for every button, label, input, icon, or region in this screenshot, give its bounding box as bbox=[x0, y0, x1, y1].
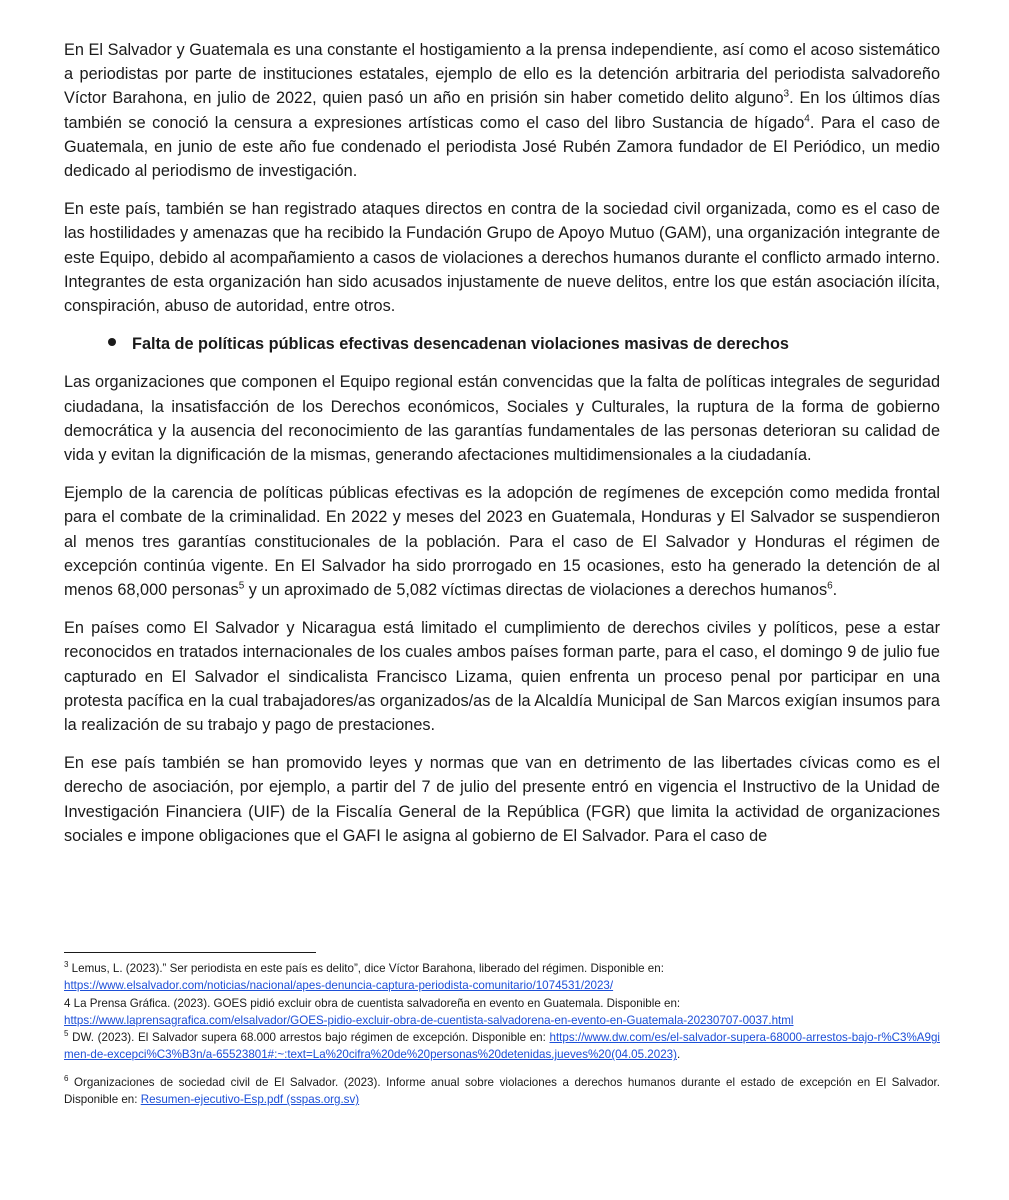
paragraph-text: Ejemplo de la carencia de políticas públicas efectivas es la adopción de regímenes de excepción como medida frontal para el combate de la criminalidad. En 2022 y meses del 2023 en Guatemala, Honduras y El Salvador se suspendieron al menos tres garantías constitucionales de la población. Para el caso de El Salvador y Honduras el régimen de excepción continúa vigente. En El Salvador ha sido prorrogado en 15 ocasiones, esto ha generado la detención de al menos 68,000 personas bbox=[64, 484, 940, 600]
bullet-icon bbox=[108, 338, 116, 346]
footnote-3 bbox=[64, 960, 940, 995]
paragraph-text: . En los últimos días también se conoció la censura a expresiones artísticas como el caso del libro Sustancia de hígado bbox=[64, 89, 940, 132]
footnotes bbox=[64, 960, 940, 1108]
footnote-link[interactable]: Resumen-ejecutivo-Esp.pdf (sspas.org.sv) bbox=[140, 1093, 360, 1107]
footnote-4 bbox=[64, 995, 940, 1030]
footnote-link[interactable]: https://www.elsalvador.com/noticias/nacional/apes-denuncia-captura-periodista-comunitario/1074531/2023/ bbox=[64, 979, 614, 993]
footnote-text: DW. (2023). El Salvador supera 68.000 arrestos bajo régimen de excepción. Disponible en: bbox=[68, 1031, 550, 1045]
paragraph-association-rights: En ese país también se han promovido leyes y normas que van en detrimento de las libertades cívicas como es el derecho de asociación, por ejemplo, a partir del 7 de julio del presente entró en vigencia el Instructivo de la Unidad de Investigación Financiera (UIF) de la Fiscalía General de la República (FGR) que limita la actividad de organizaciones sociales e impone obligaciones que el GAFI le asigna al gobierno de El Salvador. Para el caso de bbox=[64, 754, 940, 845]
footnote-6 bbox=[64, 1074, 940, 1109]
paragraph-civil-society-attacks: En este país, también se han registrado ataques directos en contra de la sociedad civil organizada, como es el caso de las hostilidades y amenazas que ha recibido la Fundación Grupo de Apoyo Mutuo (GAM), una organización integrante de este Equipo, debido al acompañamiento a casos de violaciones a derechos humanos durante el conflicto armado interno. Integrantes de esta organización han sido acusados injustamente de nueve delitos, entre los que están asociación ilícita, conspiración, abuso de autoridad, entre otros. bbox=[64, 200, 940, 316]
footnote-ref[interactable]: 4 bbox=[804, 113, 810, 125]
footnote-marker: 6 bbox=[64, 1073, 69, 1083]
bullet-heading-text: Falta de políticas públicas efectivas desencadenan violaciones masivas de derechos bbox=[132, 335, 789, 354]
bullet-heading bbox=[64, 332, 940, 356]
footnote-text: Lemus, L. (2023).” Ser periodista en este país es delito”, dice Víctor Barahona, liberado del régimen. Disponible en: bbox=[68, 962, 664, 975]
footnote-text: Organizaciones de sociedad civil de El Salvador. (2023). Informe anual sobre violaciones a derechos humanos durante el estado de excepción en El Salvador. Disponible en: bbox=[64, 1075, 940, 1107]
paragraph-text: . Para el caso de Guatemala, en junio de este año fue condenado el periodista José Rubén Zamora fundador de El Periódico, un medio dedicado al periodismo de investigación. bbox=[64, 113, 940, 181]
footnote-text: 4 La Prensa Gráfica. (2023). GOES pidió excluir obra de cuentista salvadoreña en evento en Guatemala. Disponible en: bbox=[64, 996, 681, 1010]
paragraph-civil-rights: En países como El Salvador y Nicaragua está limitado el cumplimiento de derechos civiles y políticos, pese a estar reconocidos en tratados internacionales de los cuales ambos países forman parte, para el caso, el domingo 9 de julio fue capturado en El Salvador el sindicalista Francisco Lizama, quien enfrenta un proceso penal por participar en una protesta pacífica en la cual trabajadores/as organizados/as de la Alcaldía Municipal de San Marcos exigían insumos para la realización de su trabajo y pago de prestaciones. bbox=[64, 619, 940, 735]
footnote-ref[interactable]: 6 bbox=[827, 580, 833, 592]
footnote-marker: 5 bbox=[64, 1029, 69, 1039]
paragraph-regional-team: Las organizaciones que componen el Equipo regional están convencidas que la falta de políticas integrales de seguridad ciudadana, la insatisfacción de los Derechos económicos, Sociales y Culturales, la ruptura de la forma de gobierno democrática y la ausencia del reconocimiento de las garantías fundamentales de las personas deterioran su calidad de vida y evitan la dignificación de la mismas, generando afectaciones multidimensionales a la ciudadanía. bbox=[64, 373, 940, 465]
paragraph-exception-regimes bbox=[64, 481, 940, 602]
footnote-ref[interactable]: 5 bbox=[238, 580, 245, 592]
paragraph-text: . bbox=[832, 581, 838, 600]
footnote-link[interactable]: https://www.laprensagrafica.com/elsalvador/GOES-pidio-excluir-obra-de-cuentista-salvadorena-en-evento-en-Guatemala-20230707-0037.html bbox=[64, 1013, 794, 1027]
footnote-separator bbox=[64, 952, 316, 953]
paragraph-press-harassment bbox=[64, 38, 940, 183]
document-body bbox=[64, 38, 940, 862]
footnote-link[interactable]: https://www.dw.com/es/el-salvador-supera-68000-arrestos-bajo-r%C3%A9gimen-de-excepci%C3%B3n/a-65523801#:~:text=La%20cifra%20de%20personas%20detenidas,jueves%20(04.05.2023) bbox=[64, 1031, 940, 1062]
paragraph-text: y un aproximado de 5,082 víctimas directas de violaciones a derechos humanos bbox=[244, 581, 828, 600]
footnote-marker: 3 bbox=[64, 960, 69, 970]
footnote-5: $^5$ DW. (2023). El Salvador supera 68.000 arrestos bajo régimen de excepción. Disponible en: https://www.dw.com/es/el-salvador-supera-68000-arrestos-bajo-r%C3%A9gimen-de-excepci%C3%B3n/a-65523801#:~:text=La%20cifra%20de%20personas%20detenidas,jueves%20(04.05.2023). bbox=[64, 1029, 940, 1062]
paragraph-text: En El Salvador y Guatemala es una constante el hostigamiento a la prensa independiente, así como el acoso sistemático a periodistas por parte de instituciones estatales, ejemplo de ello es la detención arbitraria del periodista salvadoreño Víctor Barahona, en julio de 2022, quien pasó un año en prisión sin haber cometido delito alguno bbox=[64, 41, 940, 108]
footnote-ref[interactable]: 3 bbox=[783, 88, 790, 100]
